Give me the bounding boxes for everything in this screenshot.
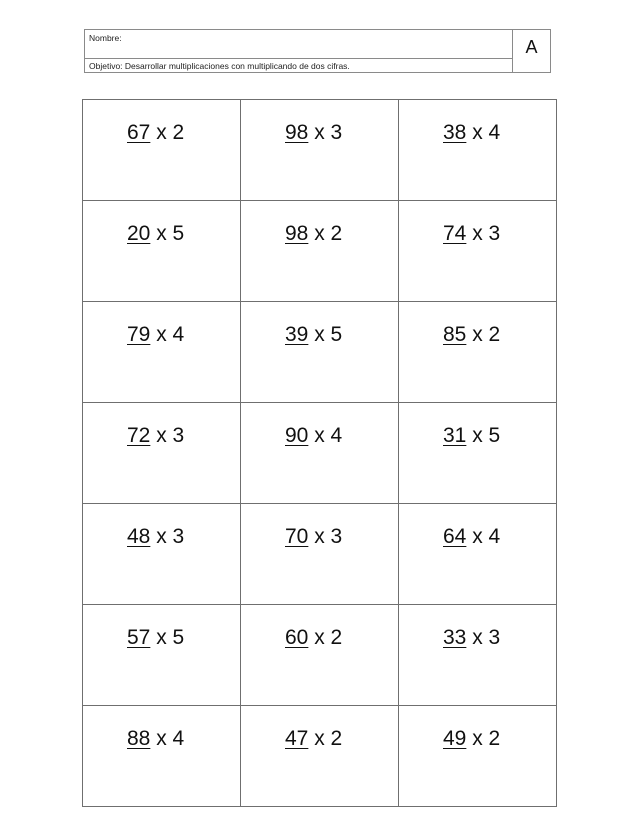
- multiplier: x 2: [472, 323, 501, 346]
- version-box: [513, 30, 550, 72]
- multiplication-problem: [83, 302, 240, 348]
- multiplication-problem: [399, 201, 556, 247]
- multiplier: x 4: [472, 525, 501, 548]
- problems-grid: [82, 99, 557, 807]
- multiplication-problem: [83, 201, 240, 247]
- multiplication-problem: [83, 706, 240, 752]
- problem-cell: [241, 403, 399, 504]
- problem-cell: [241, 504, 399, 605]
- multiplication-problem: [399, 504, 556, 550]
- multiplier: x 2: [314, 222, 343, 245]
- problem-cell: [241, 100, 399, 201]
- multiplication-problem: [399, 403, 556, 449]
- multiplier: x 3: [156, 424, 185, 447]
- problem-cell: [83, 100, 241, 201]
- multiplier: x 3: [472, 626, 501, 649]
- multiplication-problem: [241, 706, 398, 752]
- multiplicand: 85: [443, 323, 467, 346]
- name-row[interactable]: [85, 30, 512, 59]
- problem-cell: [83, 706, 241, 807]
- multiplicand: 67: [127, 121, 151, 144]
- multiplication-problem: [241, 504, 398, 550]
- name-label: Nombre:: [89, 33, 122, 43]
- multiplicand: 90: [285, 424, 309, 447]
- multiplier: x 2: [472, 727, 501, 750]
- multiplier: x 4: [156, 727, 185, 750]
- problem-cell: [399, 201, 557, 302]
- objective-row: [85, 59, 512, 72]
- multiplier: x 3: [472, 222, 501, 245]
- version-letter: A: [525, 37, 538, 57]
- multiplicand: 48: [127, 525, 151, 548]
- problem-cell: [399, 100, 557, 201]
- multiplicand: 47: [285, 727, 309, 750]
- multiplication-problem: [83, 403, 240, 449]
- problem-row: [83, 302, 557, 403]
- multiplier: x 5: [314, 323, 343, 346]
- multiplicand: 20: [127, 222, 151, 245]
- multiplicand: 31: [443, 424, 467, 447]
- problem-cell: [241, 302, 399, 403]
- header-info: [85, 30, 513, 72]
- problem-cell: [399, 403, 557, 504]
- problem-row: [83, 403, 557, 504]
- multiplicand: 88: [127, 727, 151, 750]
- multiplier: x 2: [156, 121, 185, 144]
- multiplication-problem: [241, 605, 398, 651]
- problem-cell: [399, 706, 557, 807]
- multiplicand: 64: [443, 525, 467, 548]
- problem-cell: [399, 605, 557, 706]
- multiplicand: 98: [285, 222, 309, 245]
- multiplicand: 60: [285, 626, 309, 649]
- multiplicand: 39: [285, 323, 309, 346]
- multiplier: x 4: [314, 424, 343, 447]
- multiplication-problem: [83, 100, 240, 146]
- multiplication-problem: [83, 504, 240, 550]
- multiplicand: 38: [443, 121, 467, 144]
- problem-cell: [83, 201, 241, 302]
- multiplier: x 5: [472, 424, 501, 447]
- problem-cell: [83, 302, 241, 403]
- multiplicand: 98: [285, 121, 309, 144]
- multiplicand: 79: [127, 323, 151, 346]
- multiplication-problem: [399, 302, 556, 348]
- multiplicand: 74: [443, 222, 467, 245]
- objective-label: Objetivo: Desarrollar multiplicaciones con multiplicando de dos cifras.: [89, 61, 350, 71]
- problem-row: [83, 504, 557, 605]
- multiplication-problem: [241, 403, 398, 449]
- problem-row: [83, 605, 557, 706]
- multiplier: x 4: [472, 121, 501, 144]
- multiplier: x 2: [314, 626, 343, 649]
- multiplication-problem: [83, 605, 240, 651]
- problem-cell: [241, 706, 399, 807]
- multiplier: x 2: [314, 727, 343, 750]
- problems-grid-body: [83, 100, 557, 807]
- multiplication-problem: [399, 605, 556, 651]
- multiplier: x 3: [314, 525, 343, 548]
- problem-cell: [83, 403, 241, 504]
- problem-cell: [241, 605, 399, 706]
- problem-cell: [399, 504, 557, 605]
- problem-row: [83, 100, 557, 201]
- worksheet-header: [84, 29, 551, 73]
- multiplicand: 49: [443, 727, 467, 750]
- multiplicand: 72: [127, 424, 151, 447]
- multiplication-problem: [399, 100, 556, 146]
- multiplicand: 33: [443, 626, 467, 649]
- multiplication-problem: [399, 706, 556, 752]
- multiplicand: 70: [285, 525, 309, 548]
- multiplication-problem: [241, 201, 398, 247]
- multiplier: x 5: [156, 626, 185, 649]
- multiplier: x 3: [156, 525, 185, 548]
- multiplier: x 5: [156, 222, 185, 245]
- problem-row: [83, 706, 557, 807]
- problem-row: [83, 201, 557, 302]
- problem-cell: [241, 201, 399, 302]
- problem-cell: [83, 504, 241, 605]
- problem-cell: [83, 605, 241, 706]
- multiplier: x 3: [314, 121, 343, 144]
- multiplication-problem: [241, 302, 398, 348]
- multiplier: x 4: [156, 323, 185, 346]
- problem-cell: [399, 302, 557, 403]
- multiplication-problem: [241, 100, 398, 146]
- multiplicand: 57: [127, 626, 151, 649]
